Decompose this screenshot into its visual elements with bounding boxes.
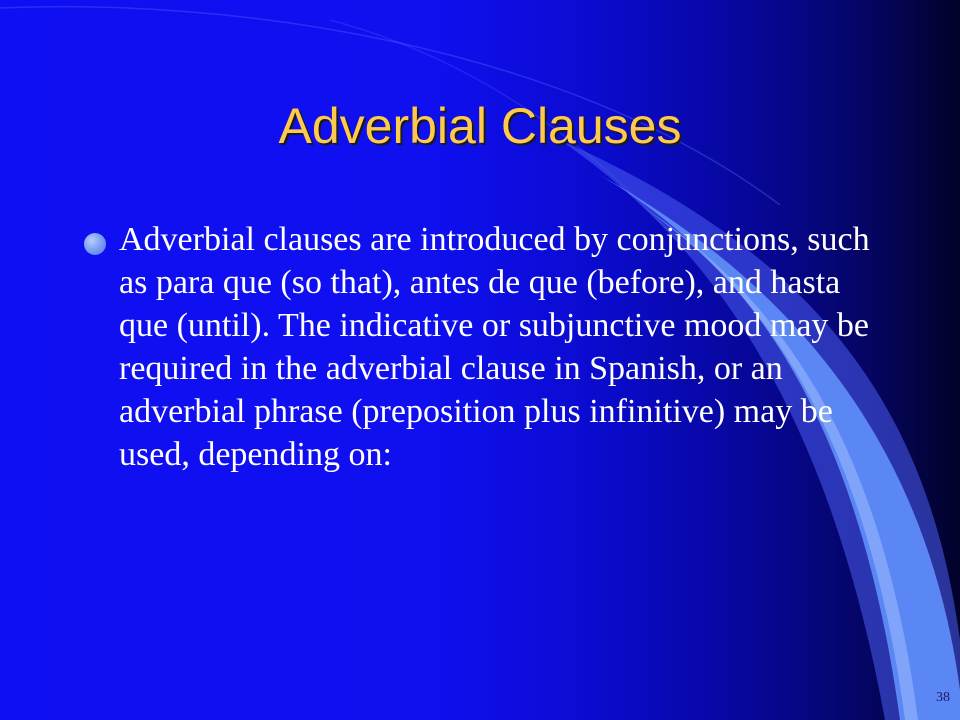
bullet-list xyxy=(84,218,884,476)
slide-number: 38 xyxy=(936,690,950,705)
bullet-item xyxy=(84,218,884,476)
bullet-dot-icon xyxy=(84,233,106,255)
bullet-text: Adverbial clauses are introduced by conjunctions, such as para que (so that), antes de que (before), and hasta que (until). The indicative or subjunctive mood may be required in the adverbial clause in Spanish, or an adverbial phrase (preposition plus infinitive) may be used, depending on: xyxy=(119,221,870,473)
slide-title: Adverbial Clauses xyxy=(278,98,682,154)
